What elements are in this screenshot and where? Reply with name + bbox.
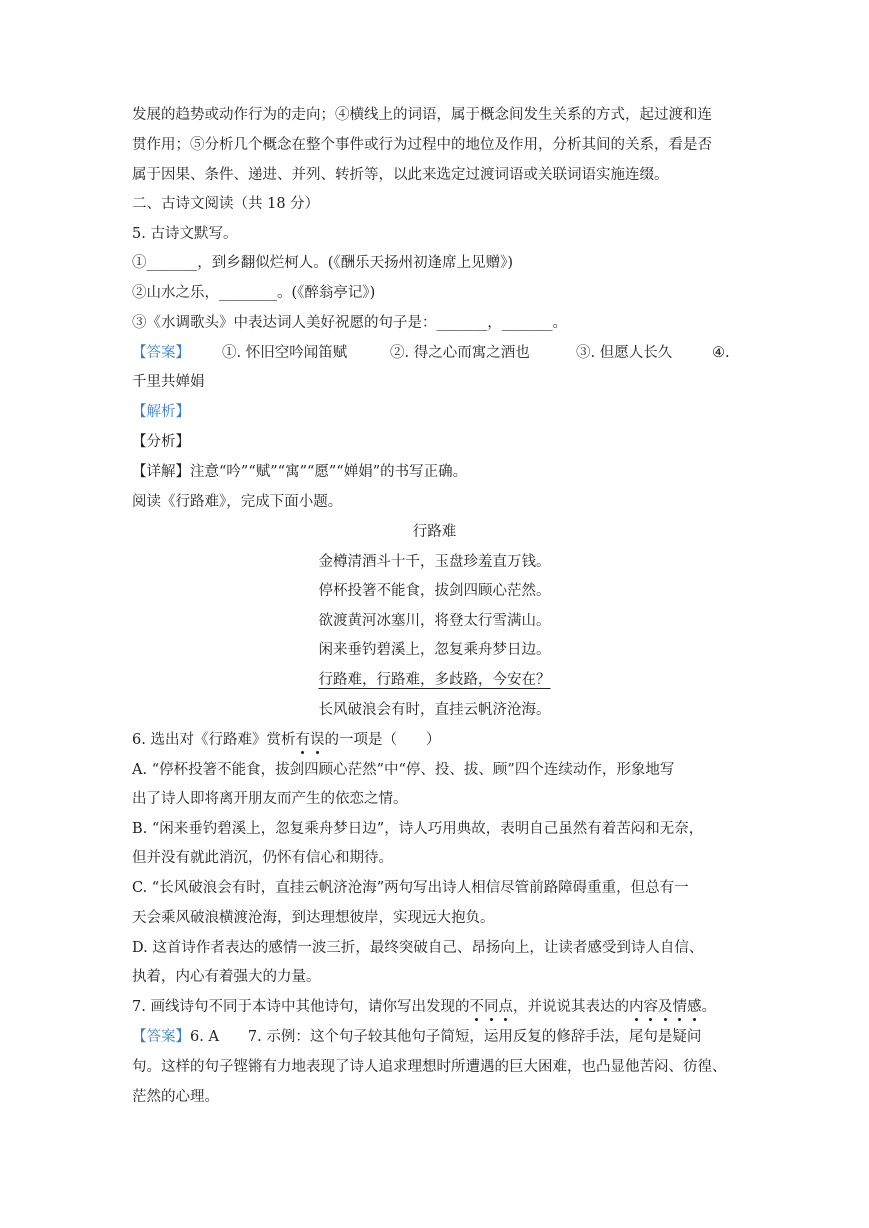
q6-option-b: B. “闲来垂钓碧溪上，忽复乘舟梦日边”，诗人巧用典故，表明自己虽然有着苦闷和无奈， [132, 821, 704, 837]
poem-line: 闲来垂钓碧溪上，忽复乘舟梦日边。 [318, 642, 551, 658]
q6-stem-post: 的一项是（ ） [324, 732, 441, 748]
q6-stem-pre: 6. 选出对《行路难》赏析 [132, 732, 296, 748]
q5-stem: 5. 古诗文默写。 [132, 226, 238, 242]
q6-option-a-cont: 出了诗人即将离开朋友而产生的依恋之情。 [132, 791, 408, 807]
emphasis-dot: 及 [657, 999, 673, 1015]
answer-tag: 【答案】 [132, 345, 190, 361]
q6-stem [132, 730, 440, 750]
q6-option-c: C. “长风破浪会有时，直挂云帆济沧海”两句写出诗人相信尽管前路障碍重重，但总有一 [132, 880, 689, 896]
q5-answer-3: ③. 但愿人长久 [576, 345, 673, 361]
q5-answer-4: 千里共婵娟 [132, 374, 205, 390]
q6-option-d: D. 这首诗作者表达的感情一波三折，最终突破自己、昂扬向上，让读者感受到诗人自信、 [132, 940, 704, 956]
final-answer-line-3: 茫然的心理。 [132, 1089, 219, 1105]
q7-stem-post: ，并说说其表达的 [512, 999, 629, 1015]
emphasis-dot: 容 [643, 999, 658, 1015]
q5-detail: 【详解】注意“吟”“赋”“寓”“愿”“婵娟”的书写正确。 [132, 464, 468, 480]
emphasis-dot: 感 [686, 999, 702, 1015]
q6-option-d-cont: 执着，内心有着强大的力量。 [132, 969, 321, 985]
poem-line: 停杯投箸不能食，拔剑四顾心茫然。 [318, 583, 551, 599]
q6-option-c-cont: 天会乘风破浪横渡沧海，到达理想彼岸，实现远大抱负。 [132, 910, 495, 926]
q5-item-3: ③《水调歌头》中表达词人美好祝愿的句子是：_______，_______。 [132, 315, 567, 331]
final-answer-line-1: 6. A 7. 示例：这个句子较其他句子简短，运用反复的修辞手法，尾句是疑问 [190, 1029, 702, 1045]
q5-answer-2: ②. 得之心而寓之酒也 [390, 345, 530, 361]
emphasis-dot: 不 [469, 999, 484, 1015]
q7-dotted-1 [469, 999, 513, 1015]
jiexi-tag: 【解析】 [132, 404, 190, 420]
q7-stem-end: 。 [701, 999, 716, 1015]
intro-line-2: 贯作用；⑤分析几个概念在整个事件或行为过程中的地位及作用，分析其间的关系，看是否 [132, 137, 712, 153]
q5-item-2: ②山水之乐，________。(《醉翁亭记》) [132, 285, 376, 301]
q5-item-1: ①_______，到乡翻似烂柯人。(《酬乐天扬州初逢席上见赠》) [132, 255, 514, 271]
q5-answer-4-num: ④. [712, 345, 730, 361]
poem-line: 金樽清酒斗十千，玉盘珍羞直万钱。 [318, 554, 551, 570]
q7-dotted-2 [629, 999, 702, 1015]
emphasis-dot: 同 [483, 999, 499, 1015]
section-title: 二、古诗文阅读（共 18 分） [132, 196, 320, 212]
emphasis-dot: 有 [295, 732, 310, 748]
intro-line-3: 属于因果、条件、递进、并列、转折等，以此来选定过渡词语或关联词语实施连缀。 [132, 167, 669, 183]
emphasis-dot: 情 [672, 999, 687, 1015]
fenxi-tag: 【分析】 [132, 434, 190, 450]
emphasis-dot: 点 [498, 999, 513, 1015]
answer-tag: 【答案】 [132, 1029, 190, 1045]
q6-option-a: A. “停杯投箸不能食，拔剑四顾心茫然”中“停、投、拔、顾”四个连续动作，形象地写 [132, 762, 675, 778]
q7-stem [132, 997, 716, 1017]
q7-stem-pre: 7. 画线诗句不同于本诗中其他诗句，请你写出发现的 [132, 999, 470, 1015]
poem-line: 长风破浪会有时，直挂云帆济沧海。 [318, 702, 551, 718]
q6-option-b-cont: 但并没有就此消沉，仍怀有信心和期待。 [132, 850, 393, 866]
poem-line-underlined: 行路难，行路难，多歧路，今安在？ [318, 672, 551, 688]
final-answer [132, 1027, 701, 1047]
emphasis-dot: 内 [628, 999, 644, 1015]
poem-underlined-row [0, 670, 869, 690]
poem-title: 行路难 [412, 524, 457, 540]
intro-line-1: 发展的趋势或动作行为的走向；④横线上的词语，属于概念间发生关系的方式，起过渡和连 [132, 107, 712, 123]
poem-line: 欲渡黄河冰塞川，将登太行雪满山。 [318, 613, 551, 629]
final-answer-line-2: 句。这样的句子铿锵有力地表现了诗人追求理想时所遭遇的巨大困难，也凸显他苦闷、彷徨、 [132, 1059, 727, 1075]
q5-answer [132, 343, 730, 363]
emphasis-dot: 误 [309, 732, 325, 748]
reading-intro: 阅读《行路难》，完成下面小题。 [132, 494, 343, 510]
q5-answer-1: ①. 怀旧空吟闻笛赋 [222, 345, 348, 361]
